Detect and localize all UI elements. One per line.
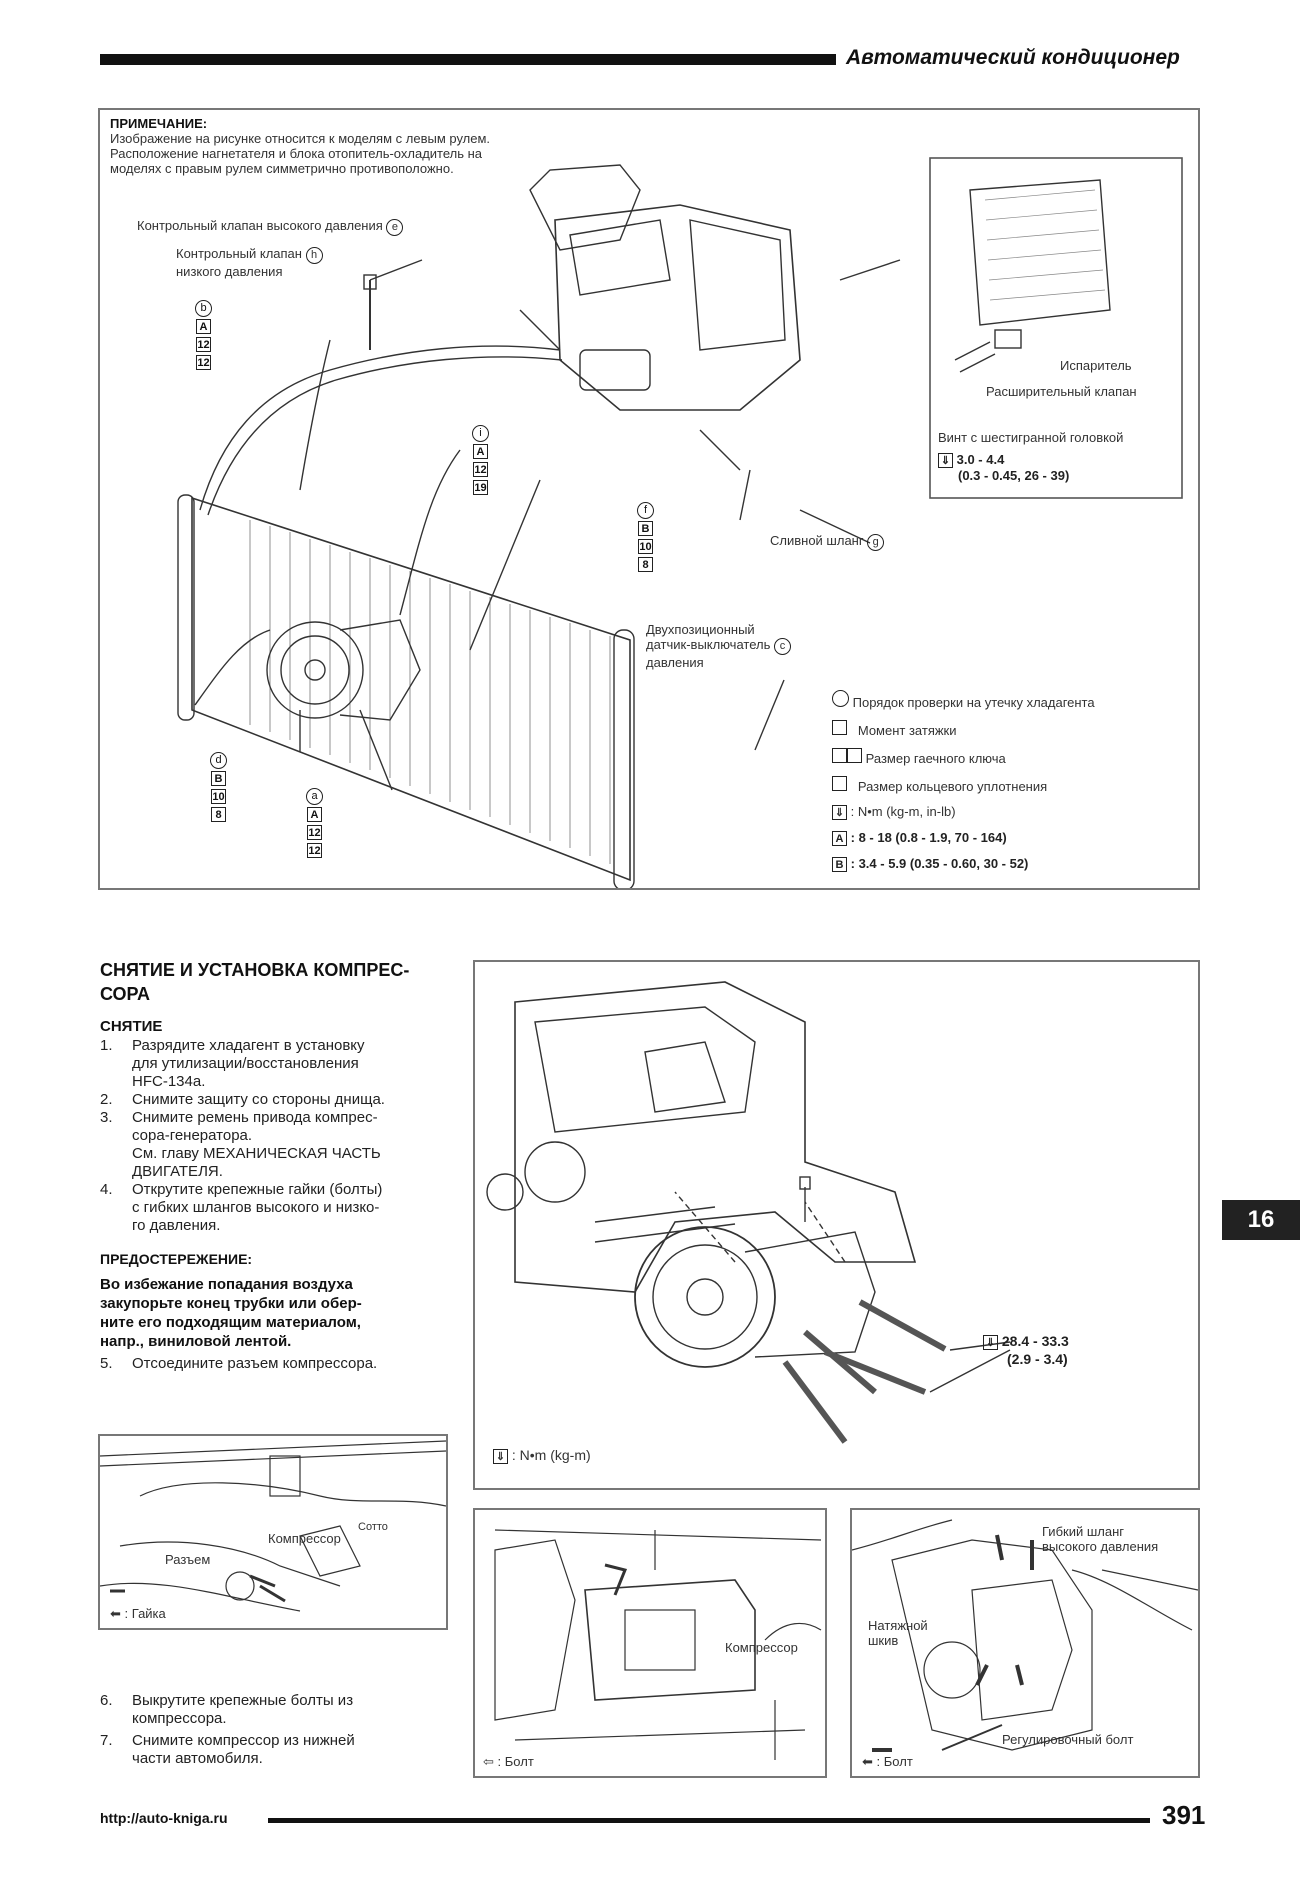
text-column [100, 958, 448, 1418]
tensioner-text: Натяжной [868, 1618, 928, 1633]
label-tensioner [868, 1618, 928, 1648]
step-line: См. главу МЕХАНИЧЕСКАЯ ЧАСТЬ [132, 1145, 381, 1162]
note-line: Изображение на рисунке относится к моделям с левым рулем. [110, 131, 491, 146]
hose-text-2: высокого давления [1042, 1539, 1159, 1554]
torque-value-2: (2.9 - 3.4) [1007, 1351, 1068, 1367]
legend-text: : N•m (kg-m, in-lb) [850, 804, 956, 819]
callout-a [306, 786, 323, 859]
mark-e: e [386, 219, 403, 236]
label-hp-hose [1042, 1524, 1158, 1554]
label-expansion-valve: Расширительный клапан [986, 384, 1137, 399]
torque-icon: ⇓ [493, 1449, 508, 1464]
connector-figure [98, 1434, 448, 1630]
callout-spec: A [196, 319, 211, 334]
label-drain-hose [770, 533, 884, 551]
callout-oring: 19 [474, 482, 487, 494]
tensioner-figure [850, 1508, 1200, 1778]
caution-line: ните его подходящим материалом, [100, 1314, 361, 1331]
step-num: 7. [100, 1732, 113, 1749]
circle-icon [832, 690, 849, 707]
step-line: Выкрутите крепежные болты из [132, 1692, 354, 1709]
step-line: ДВИГАТЕЛЯ. [132, 1163, 223, 1180]
label-lp-valve [176, 246, 323, 279]
step-line: го давления. [132, 1217, 221, 1234]
lp-valve-text-2: низкого давления [176, 264, 283, 279]
note-line: моделях с правым рулем симметрично противоположно. [110, 161, 454, 176]
label-dual-switch [646, 622, 791, 670]
step-line: Снимите компрессор из нижней [132, 1732, 355, 1749]
footer-url[interactable]: http://auto-kniga.ru [100, 1810, 228, 1826]
square-icon [832, 720, 847, 735]
legend-text: : Болт [497, 1754, 534, 1769]
callout-mark: d [210, 752, 227, 769]
label-compressor: Компрессор [725, 1640, 798, 1655]
step-num: 2. [100, 1091, 113, 1108]
callout-b [195, 298, 212, 371]
step-line: сора-генератора. [132, 1127, 253, 1144]
legend-text: Момент затяжки [857, 723, 957, 738]
step-num: 1. [100, 1037, 113, 1054]
square-icon [832, 776, 847, 791]
callout-oring: 12 [197, 357, 210, 369]
label-hp-valve [137, 218, 403, 236]
legend-a [832, 830, 1095, 846]
callout-oring: 8 [638, 557, 653, 572]
caution-line: напр., виниловой лентой. [100, 1333, 292, 1350]
legend-text: : Болт [876, 1754, 913, 1769]
step-num: 3. [100, 1109, 113, 1126]
callout-spec: A [473, 444, 488, 459]
section-tab: 16 [1222, 1200, 1300, 1240]
label-adjust-bolt: Регулировочный болт [1002, 1732, 1134, 1747]
arrow-icon: ⬅ [110, 1606, 121, 1621]
spec-b-key: B [832, 857, 847, 872]
section-title [100, 958, 448, 1006]
callout-mark: a [306, 788, 323, 805]
step-num: 4. [100, 1181, 113, 1198]
hex-screw-torque [938, 452, 1069, 483]
torque-value: 28.4 - 33.3 [1001, 1333, 1069, 1349]
note-line: Расположение нагнетателя и блока отопитель-охладитель на [110, 146, 483, 161]
compressor-mounting-figure [473, 960, 1200, 1490]
callout-f [637, 500, 654, 573]
callout-d [210, 750, 227, 823]
compressor-bolts-figure [473, 1508, 827, 1778]
step-line: Отсоедините разъем компрессора. [132, 1355, 378, 1372]
section-title-line: СНЯТИЕ И УСТАНОВКА КОМПРЕС- [100, 960, 410, 980]
ac-system-diagram [98, 108, 1200, 890]
caution-text [100, 1275, 448, 1351]
hp-valve-text: Контрольный клапан высокого давления [137, 218, 383, 233]
legend-b [832, 856, 1095, 872]
callout-mark: f [637, 502, 654, 519]
torque-value-2: (0.3 - 0.45, 26 - 39) [958, 468, 1070, 483]
step-line: для утилизации/восстановления [132, 1055, 359, 1072]
callout-wrench: 12 [308, 827, 321, 839]
legend-leak [832, 690, 1095, 710]
legend-wrench [832, 748, 1095, 766]
torque-icon: ⇓ [832, 805, 847, 820]
label-evaporator: Испаритель [1060, 358, 1132, 373]
torque-value: 3.0 - 4.4 [956, 452, 1005, 467]
step-line: с гибких шлангов высокого и низко- [132, 1199, 380, 1216]
dual-text-3: давления [646, 655, 704, 670]
step-num: 6. [100, 1692, 113, 1709]
label-hex-screw: Винт с шестигранной головкой [938, 430, 1124, 445]
legend-text: Порядок проверки на утечку хладагента [852, 695, 1095, 710]
step-line: Снимите защиту со стороны днища. [132, 1091, 385, 1108]
legend-torque [832, 720, 1095, 738]
callout-wrench: 12 [474, 464, 487, 476]
bolt-torque [983, 1332, 1069, 1368]
dual-text: Двухпозиционный [646, 622, 755, 637]
mark-c: c [774, 638, 791, 655]
header-title: Автоматический кондиционер [846, 46, 1180, 69]
spec-a-key: A [832, 831, 847, 846]
page-number: 391 [1162, 1800, 1206, 1830]
torque-icon: ⇓ [938, 453, 953, 468]
mark-g: g [867, 534, 884, 551]
caution-line: Во избежание попадания воздуха [100, 1276, 353, 1293]
square-icon [847, 748, 862, 763]
tensioner-text-2: шкив [868, 1633, 899, 1648]
callout-spec: B [638, 521, 653, 536]
header-rule [100, 54, 836, 65]
arrow-icon: ⬅ [862, 1754, 873, 1769]
callout-wrench: 10 [212, 791, 225, 803]
torque-unit [493, 1448, 591, 1464]
step-line: компрессора. [132, 1710, 227, 1727]
step-line: части автомобиля. [132, 1750, 263, 1767]
legend-nm [832, 804, 1095, 820]
section-title-line: СОРА [100, 984, 150, 1004]
legend-text: Размер кольцевого уплотнения [857, 779, 1048, 794]
legend-bolt [862, 1754, 913, 1769]
step-num: 5. [100, 1355, 113, 1372]
steps-6-7 [100, 1692, 448, 1772]
callout-wrench: 10 [639, 541, 652, 553]
callout-oring: 8 [211, 807, 226, 822]
legend-oring [832, 776, 1095, 794]
note [110, 116, 490, 176]
label-compressor: Компрессор [268, 1531, 341, 1546]
step-5 [100, 1355, 448, 1375]
torque-icon: ⇓ [983, 1335, 998, 1350]
lp-valve-text: Контрольный клапан [176, 246, 302, 261]
arrow-outline-icon: ⇦ [483, 1754, 494, 1769]
note-title: ПРИМЕЧАНИЕ: [110, 116, 208, 131]
dual-text-2: датчик-выключатель [646, 637, 771, 652]
step-line: Снимите ремень привода компрес- [132, 1109, 378, 1126]
label-cotto: Сотто [358, 1521, 388, 1533]
mark-h: h [306, 247, 323, 264]
legend-text: Размер гаечного ключа [865, 751, 1006, 766]
step-line: Разрядите хладагент в установку [132, 1037, 365, 1054]
subsection-title: СНЯТИЕ [100, 1018, 163, 1035]
callout-i [472, 423, 489, 496]
label-connector: Разъем [165, 1552, 211, 1567]
caution-title: ПРЕДОСТЕРЕЖЕНИЕ: [100, 1251, 253, 1267]
callout-mark: i [472, 425, 489, 442]
callout-wrench: 12 [197, 339, 210, 351]
step-line: Открутите крепежные гайки (болты) [132, 1181, 383, 1198]
step-line: HFC-134a. [132, 1073, 206, 1090]
legend-text: : 3.4 - 5.9 (0.35 - 0.60, 30 - 52) [850, 856, 1029, 871]
legend-nut [110, 1606, 166, 1621]
drain-text: Сливной шланг [770, 533, 864, 548]
square-icon [832, 748, 847, 763]
legend-text: : 8 - 18 (0.8 - 1.9, 70 - 164) [850, 830, 1007, 845]
caution-line: закупорьте конец трубки или обер- [100, 1295, 362, 1312]
callout-spec: A [307, 807, 322, 822]
callout-oring: 12 [308, 845, 321, 857]
callout-mark: b [195, 300, 212, 317]
steps-1-4 [100, 1037, 448, 1261]
engine-drawing [475, 962, 1198, 1488]
unit-text: : N•m (kg-m) [511, 1447, 591, 1463]
legend-text: : Гайка [124, 1606, 166, 1621]
legend [832, 690, 1095, 872]
hose-text: Гибкий шланг [1042, 1524, 1125, 1539]
footer-rule [268, 1818, 1150, 1823]
legend-bolt [483, 1754, 534, 1769]
callout-spec: B [211, 771, 226, 786]
